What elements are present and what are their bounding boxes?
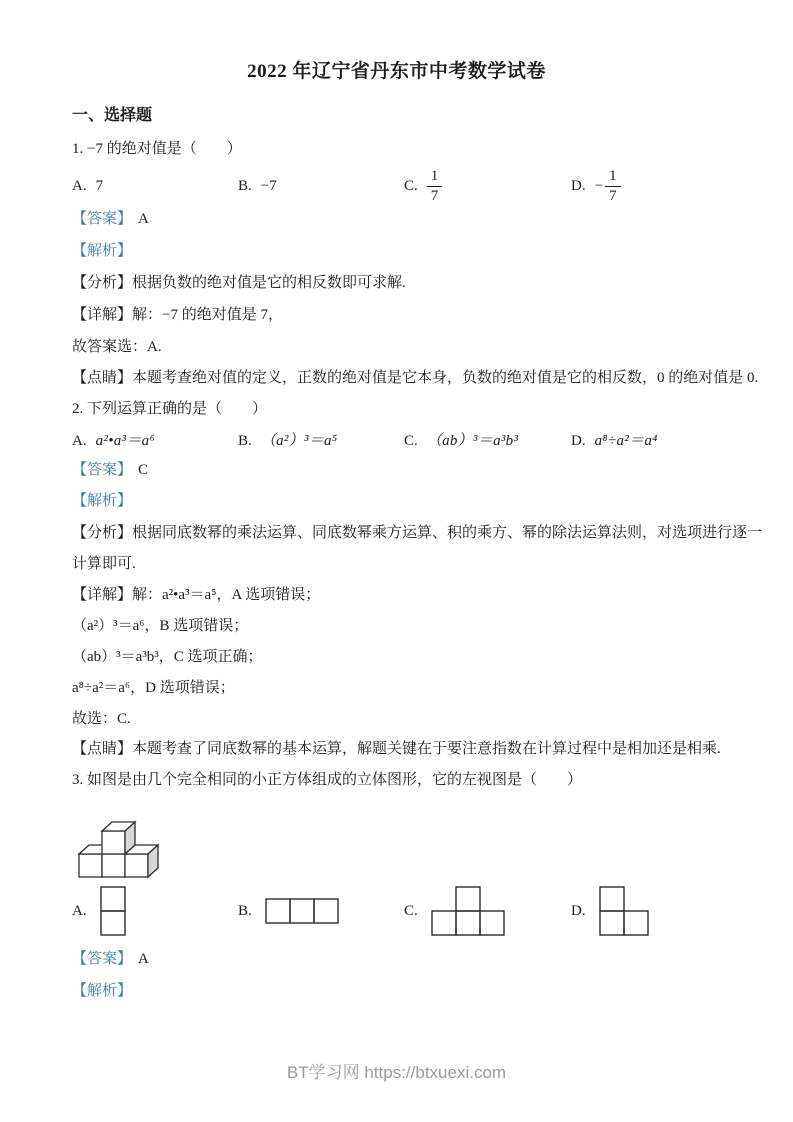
question-2-options xyxy=(72,429,732,453)
analysis-tag: 【解析】 xyxy=(72,243,133,259)
q1-answer-line xyxy=(72,209,149,229)
q2-option-b xyxy=(238,431,404,451)
option-formula: （a²）³＝a⁵ xyxy=(260,433,338,449)
q3-option-b xyxy=(238,897,404,925)
q2-answer-line xyxy=(72,460,148,480)
q2-detail-line-4: a⁸÷a²＝a⁶，D 选项错误； xyxy=(72,680,235,696)
question-2-stem: 2. 下列运算正确的是（ ） xyxy=(72,401,268,417)
q1-analysis-tag xyxy=(72,241,132,261)
q2-option-c xyxy=(404,431,571,451)
answer-letter: A xyxy=(138,211,149,227)
option-value: 7 xyxy=(95,178,104,194)
isometric-cubes-image xyxy=(76,806,168,880)
answer-tag: 【答案】 xyxy=(72,211,133,227)
minus-sign: − xyxy=(594,178,604,194)
analysis-tag: 【解析】 xyxy=(72,493,133,509)
q2-detail-line-3: （ab）³＝a³b³，C 选项正确； xyxy=(72,649,263,665)
option-label: B. xyxy=(238,433,252,449)
option-label: D. xyxy=(571,903,586,919)
option-label: C. xyxy=(404,433,418,449)
answer-letter: A xyxy=(138,951,149,967)
fraction-denominator: 7 xyxy=(609,187,617,204)
two-squares-vertical-image xyxy=(99,885,127,937)
option-label: A. xyxy=(72,178,87,194)
q3-cube-figure xyxy=(76,806,168,880)
question-1-options xyxy=(72,158,732,214)
option-formula: a²•a³＝a⁶ xyxy=(95,433,155,449)
question-1-stem: 1. −7 的绝对值是（ ） xyxy=(72,141,242,157)
q2-analysis-line-2: 计算即可. xyxy=(72,556,136,572)
option-label: D. xyxy=(571,433,586,449)
fraction xyxy=(605,168,621,205)
answer-tag: 【答案】 xyxy=(72,951,133,967)
analysis-tag: 【解析】 xyxy=(72,983,133,999)
q2-analysis-line-1: 【分析】根据同底数幂的乘法运算、同底数幂乘方运算、积的乘方、幂的除法运算法则，对选项进行逐一 xyxy=(72,525,763,541)
q1-option-b xyxy=(238,176,404,196)
q1-option-c xyxy=(404,168,571,205)
q1-conclusion-line: 故答案选：A. xyxy=(72,339,162,355)
q2-detail-line-2: （a²）³＝a⁶，B 选项错误； xyxy=(72,618,249,634)
q3-option-a xyxy=(72,885,238,937)
fraction-numerator: 1 xyxy=(427,168,443,187)
fraction-denominator: 7 xyxy=(430,187,439,204)
q2-analysis-tag xyxy=(72,491,132,511)
option-value: −7 xyxy=(260,178,277,194)
option-formula: （ab）³＝a³b³ xyxy=(426,433,519,449)
q3-answer-line xyxy=(72,949,149,969)
q2-option-a xyxy=(72,431,238,451)
watermark: BT学习网 https://btxuexi.com xyxy=(286,1063,507,1082)
option-label: A. xyxy=(72,903,87,919)
page-title: 2022 年辽宁省丹东市中考数学试卷 xyxy=(247,61,546,82)
answer-letter: C xyxy=(138,462,149,478)
q3-option-d xyxy=(571,885,732,937)
option-label: B. xyxy=(238,903,252,919)
section-heading: 一、选择题 xyxy=(72,107,153,124)
q1-note-line: 【点睛】本题考查绝对值的定义，正数的绝对值是它本身，负数的绝对值是它的相反数，0 的绝对值是 0. xyxy=(72,370,759,386)
option-label: D. xyxy=(571,178,586,194)
option-label: A. xyxy=(72,433,87,449)
q2-detail-line-1: 【详解】解：a²•a³＝a⁵，A 选项错误； xyxy=(72,587,321,603)
question-3-options xyxy=(72,882,732,940)
l-shape-image xyxy=(598,885,650,937)
q3-option-c xyxy=(404,885,571,937)
option-label: C. xyxy=(404,903,418,919)
q1-option-d xyxy=(571,168,732,205)
option-label: B. xyxy=(238,178,252,194)
q2-conclusion-line: 故选：C. xyxy=(72,711,131,727)
q1-option-a xyxy=(72,176,238,196)
question-3-stem: 3. 如图是由几个完全相同的小正方体组成的立体图形，它的左视图是（ ） xyxy=(72,772,583,788)
q3-analysis-tag xyxy=(72,981,132,1001)
option-formula: a⁸÷a²＝a⁴ xyxy=(594,433,658,449)
q2-option-d xyxy=(571,431,732,451)
answer-tag: 【答案】 xyxy=(72,462,133,478)
fraction xyxy=(427,168,443,205)
q1-analysis-line: 【分析】根据负数的绝对值是它的相反数即可求解. xyxy=(72,275,406,291)
q1-detail-line: 【详解】解：−7 的绝对值是 7， xyxy=(72,307,283,323)
q2-note-line: 【点睛】本题考查了同底数幂的基本运算，解题关键在于要注意指数在计算过程中是相加还是相乘. xyxy=(72,741,721,757)
fraction-numerator: 1 xyxy=(605,168,621,187)
option-label: C. xyxy=(404,178,418,194)
three-squares-row-image xyxy=(264,897,340,925)
t-shape-image xyxy=(430,885,506,937)
